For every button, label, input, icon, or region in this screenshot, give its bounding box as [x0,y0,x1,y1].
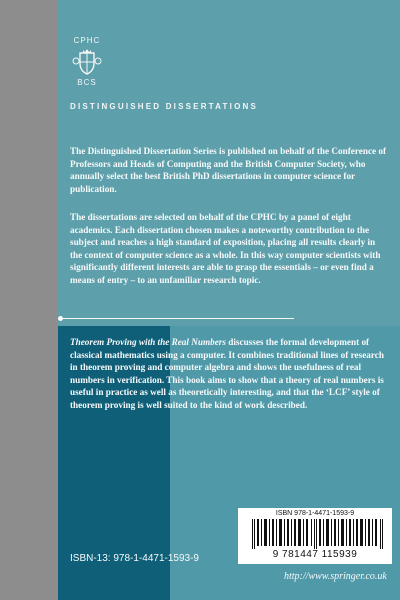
spine-strip [0,0,58,600]
isbn-text: ISBN-13: 978-1-4471-1593-9 [70,553,199,564]
barcode [238,508,392,564]
publisher-url[interactable]: http://www.springer.co.uk [284,571,387,582]
logo-top-text: CPHC [73,36,101,45]
divider-line [62,318,294,319]
barcode-isbn-label: ISBN 978-1-4471-1593-9 [275,510,355,517]
book-title: Theorem Proving with the Real Numbers [70,337,226,347]
barcode-number: 9 781447 115939 [272,549,358,560]
series-name: DISTINGUISHED DISSERTATIONS [70,102,259,111]
book-description-paragraph [70,336,384,412]
cphc-bcs-logo [70,36,104,90]
selection-paragraph: The dissertations are selected on behalf of the CPHC by a panel of eight academics. Each dissertation chosen makes a noteworthy contribution to the subject and reaches a high standard of exposition, placing all results clearly in the context of computer science as a whole. In this way computer scientists with significantly different interests are able to grasp the essentials – or even find a means of entry – to an unfamiliar research topic. [70,212,381,285]
logo-bottom-text: BCS [77,78,97,87]
intro-paragraph: The Distinguished Dissertation Series is published on behalf of the Conference of Professors and Heads of Computing and the British Computer Society, who annually select the best British PhD dissertations in computer science for publication. [70,146,387,194]
barcode-bars-icon [250,519,386,549]
crest-icon [72,47,102,77]
book-description: discusses the formal development of classical mathematics using a computer. It combines traditional lines of research in theorem proving and computer algebra and shows the usefulness of real numbers in verification. This book aims to show that a theory of real numbers is useful in practice as well as theoretically interesting, and that the ‘LCF’ style of theorem proving is well suited to the kind of work described. [70,337,384,410]
